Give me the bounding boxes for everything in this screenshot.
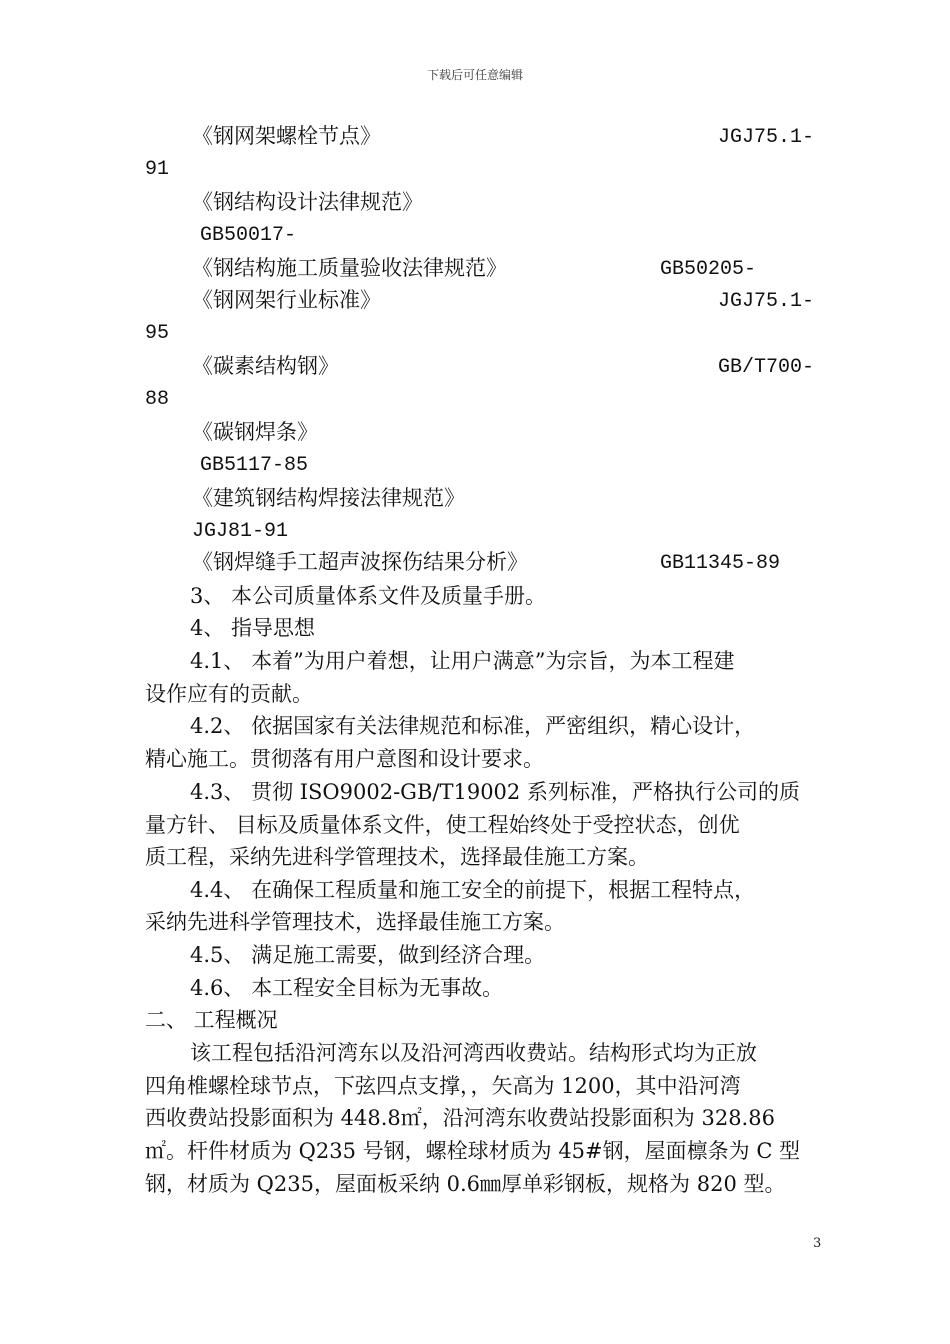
paragraph-line: 4.6、 本工程安全目标为无事故。 xyxy=(190,976,504,1000)
standard-title: 《建筑钢结构焊接法律规范》 xyxy=(192,486,465,510)
paragraph-line: 钢，材质为 Q235，屋面板采纳 0.6㎜厚单彩钢板，规格为 820 型。 xyxy=(145,1172,786,1196)
paragraph-line: 量方针、 目标及质量体系文件，使工程始终处于受控状态，创优 xyxy=(145,813,740,837)
standard-code: GB50205- xyxy=(660,258,757,281)
page-number: 3 xyxy=(813,1236,822,1251)
standard-title: 《钢结构设计法律规范》 xyxy=(192,190,423,214)
paragraph-line: 精心施工。贯彻落有用户意图和设计要求。 xyxy=(145,747,544,771)
paragraph-line: 质工程，采纳先进科学管理技术，选择最佳施工方案。 xyxy=(145,845,649,869)
standard-code: GB11345-89 xyxy=(660,552,781,575)
standard-code-wrap: GB5117-85 xyxy=(200,454,309,477)
standard-title: 《碳钢焊条》 xyxy=(192,420,318,444)
paragraph-line: 采纳先进科学管理技术，选择最佳施工方案。 xyxy=(145,910,565,934)
paragraph-line: 设作应有的贡献。 xyxy=(145,682,313,706)
standard-title: 《钢网架螺栓节点》 xyxy=(192,124,381,148)
section-item: 3、 本公司质量体系文件及质量手册。 xyxy=(190,584,547,608)
standard-title: 《钢结构施工质量验收法律规范》 xyxy=(192,256,507,280)
paragraph-line: 西收费站投影面积为 448.8㎡，沿河湾东收费站投影面积为 328.86 xyxy=(145,1106,775,1130)
paragraph-line: 4.5、 满足施工需要，做到经济合理。 xyxy=(190,943,546,967)
page-header: 下载后可任意编辑 xyxy=(426,68,523,82)
standard-code-wrap: 88 xyxy=(145,388,170,411)
standard-title: 《钢焊缝手工超声波探伤结果分析》 xyxy=(192,550,528,574)
standard-title: 《碳素结构钢》 xyxy=(192,354,339,378)
standard-code: JGJ75.1- xyxy=(718,290,815,313)
paragraph-line: 4.1、 本着”为用户着想，让用户满意”为宗旨，为本工程建 xyxy=(190,649,735,673)
standard-code: GB/T700- xyxy=(718,356,815,379)
paragraph-line: 四角椎螺栓球节点，下弦四点支撑，，矢高为 1200，其中沿河湾 xyxy=(145,1074,741,1098)
standard-code-wrap: 91 xyxy=(145,158,170,181)
standard-code-wrap: GB50017- xyxy=(200,224,297,247)
paragraph-line: 4.4、 在确保工程质量和施工安全的前提下，根据工程特点， xyxy=(190,878,756,902)
standard-code: JGJ75.1- xyxy=(718,126,815,149)
standard-code-wrap: JGJ81-91 xyxy=(192,520,289,543)
paragraph-line: ㎡。杆件材质为 Q235 号钢，螺栓球材质为 45#钢，屋面檩条为 C 型 xyxy=(145,1139,801,1163)
paragraph-line: 4.3、 贯彻 ISO9002-GB/T19002 系列标准，严格执行公司的质 xyxy=(190,780,800,804)
section-item: 4、 指导思想 xyxy=(190,616,316,640)
standard-title: 《钢网架行业标准》 xyxy=(192,288,381,312)
standard-code-wrap: 95 xyxy=(145,322,170,345)
paragraph-line: 4.2、 依据国家有关法律规范和标准，严密组织，精心设计， xyxy=(190,714,756,738)
section-heading: 二、 工程概况 xyxy=(145,1008,278,1032)
paragraph-line: 该工程包括沿河湾东以及沿河湾西收费站。结构形式均为正放 xyxy=(190,1041,757,1065)
